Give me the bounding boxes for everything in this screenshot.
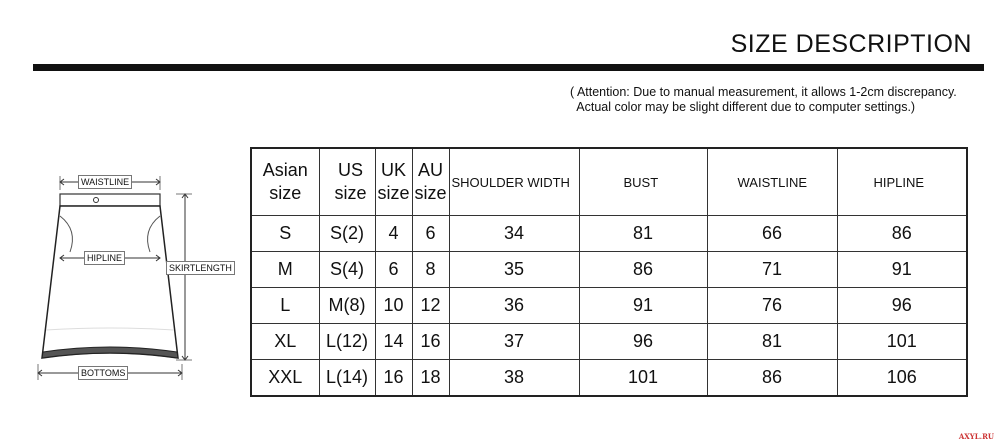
cell-asian: M: [251, 252, 319, 288]
cell-waist: 81: [707, 324, 837, 360]
cell-shoulder: 36: [449, 288, 579, 324]
cell-waist: 71: [707, 252, 837, 288]
cell-asian: L: [251, 288, 319, 324]
bottoms-label: BOTTOMS: [78, 366, 128, 380]
header-au-size: AU size: [412, 148, 449, 216]
cell-hip: 106: [837, 360, 967, 397]
table-row: [251, 360, 967, 397]
attention-note: [570, 85, 957, 115]
cell-au: 6: [412, 216, 449, 252]
attention-note-line1: ( Attention: Due to manual measurement, it allows 1-2cm discrepancy.: [570, 85, 957, 99]
cell-hip: 96: [837, 288, 967, 324]
header-waistline: WAISTLINE: [707, 148, 837, 216]
header-hipline: HIPLINE: [837, 148, 967, 216]
cell-shoulder: 34: [449, 216, 579, 252]
cell-bust: 96: [579, 324, 707, 360]
cell-shoulder: 38: [449, 360, 579, 397]
cell-us: L(12): [319, 324, 375, 360]
cell-hip: 91: [837, 252, 967, 288]
cell-asian: XL: [251, 324, 319, 360]
cell-uk: 4: [375, 216, 412, 252]
header-shoulder-width: SHOULDER WIDTH: [449, 148, 579, 216]
header-us-size: US size: [319, 148, 375, 216]
waistline-label: WAISTLINE: [78, 175, 132, 189]
hipline-label: HIPLINE: [84, 251, 125, 265]
cell-hip: 86: [837, 216, 967, 252]
cell-asian: S: [251, 216, 319, 252]
cell-hip: 101: [837, 324, 967, 360]
cell-bust: 81: [579, 216, 707, 252]
page-title: SIZE DESCRIPTION: [730, 30, 972, 58]
cell-uk: 14: [375, 324, 412, 360]
attention-note-line2: Actual color may be slight different due to computer settings.): [576, 100, 916, 114]
table-header-row: [251, 148, 967, 216]
cell-bust: 101: [579, 360, 707, 397]
cell-shoulder: 37: [449, 324, 579, 360]
title-divider: [33, 64, 984, 71]
cell-au: 16: [412, 324, 449, 360]
cell-uk: 16: [375, 360, 412, 397]
cell-us: S(2): [319, 216, 375, 252]
size-table: [250, 147, 968, 397]
cell-bust: 86: [579, 252, 707, 288]
table-row: [251, 324, 967, 360]
skirt-drawing: [30, 170, 240, 385]
skirt-diagram: [30, 170, 240, 385]
cell-us: S(4): [319, 252, 375, 288]
cell-us: L(14): [319, 360, 375, 397]
cell-au: 18: [412, 360, 449, 397]
cell-shoulder: 35: [449, 252, 579, 288]
cell-au: 12: [412, 288, 449, 324]
cell-uk: 6: [375, 252, 412, 288]
cell-asian: XXL: [251, 360, 319, 397]
skirtlength-label: SKIRTLENGTH: [166, 261, 235, 275]
cell-au: 8: [412, 252, 449, 288]
cell-waist: 76: [707, 288, 837, 324]
cell-bust: 91: [579, 288, 707, 324]
cell-waist: 66: [707, 216, 837, 252]
header-bust: BUST: [579, 148, 707, 216]
table-row: [251, 252, 967, 288]
watermark: AXYL.RU: [958, 432, 994, 441]
header-uk-size: UK size: [375, 148, 412, 216]
cell-uk: 10: [375, 288, 412, 324]
table-row: [251, 216, 967, 252]
cell-waist: 86: [707, 360, 837, 397]
header-asian-size: Asian size: [251, 148, 319, 216]
table-row: [251, 288, 967, 324]
cell-us: M(8): [319, 288, 375, 324]
